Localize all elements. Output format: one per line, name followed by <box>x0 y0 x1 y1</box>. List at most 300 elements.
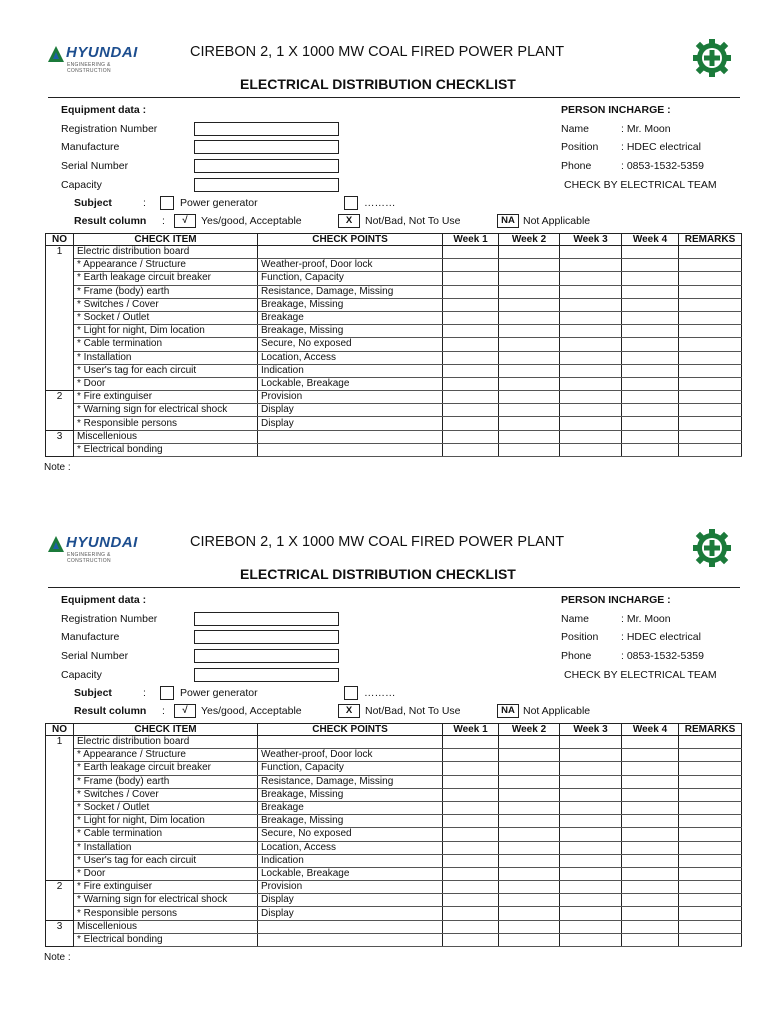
remarks-cell[interactable] <box>679 404 742 417</box>
check-item-cell: * Socket / Outlet <box>74 311 258 324</box>
week-4-cell[interactable] <box>622 338 679 351</box>
remarks-cell[interactable] <box>679 298 742 311</box>
row-number <box>46 907 74 920</box>
week-4-cell[interactable] <box>622 377 679 390</box>
check-point-cell: Secure, No exposed <box>258 338 443 351</box>
check-point-cell: Breakage <box>258 801 443 814</box>
week-3-cell[interactable] <box>560 298 622 311</box>
brand-subtitle: ENGINEERING & CONSTRUCTION <box>67 62 111 74</box>
check-item-cell: Miscellenious <box>74 920 258 933</box>
week-1-cell[interactable] <box>443 404 499 417</box>
remarks-cell[interactable] <box>679 854 742 867</box>
week-2-cell[interactable] <box>499 801 560 814</box>
week-4-cell[interactable] <box>622 815 679 828</box>
week-1-cell[interactable] <box>443 828 499 841</box>
capacity-field[interactable] <box>194 668 339 682</box>
week-1-cell[interactable] <box>443 841 499 854</box>
table-row <box>46 272 742 285</box>
col-header-check-item: CHECK ITEM <box>74 234 258 246</box>
week-3-cell[interactable] <box>560 311 622 324</box>
remarks-cell[interactable] <box>679 338 742 351</box>
check-point-cell <box>258 443 443 456</box>
table-row <box>46 417 742 430</box>
check-item-cell: * Switches / Cover <box>74 298 258 311</box>
week-1-cell[interactable] <box>443 775 499 788</box>
week-2-cell[interactable] <box>499 338 560 351</box>
week-4-cell[interactable] <box>622 272 679 285</box>
week-1-cell[interactable] <box>443 364 499 377</box>
check-point-cell: Display <box>258 417 443 430</box>
check-item-cell: * Installation <box>74 351 258 364</box>
na-legend: Not Applicable <box>523 215 591 227</box>
week-1-cell[interactable] <box>443 801 499 814</box>
week-3-cell[interactable] <box>560 749 622 762</box>
week-2-cell[interactable] <box>499 736 560 749</box>
week-1-cell[interactable] <box>443 736 499 749</box>
check-point-cell: Breakage, Missing <box>258 788 443 801</box>
week-3-cell[interactable] <box>560 881 622 894</box>
remarks-cell[interactable] <box>679 364 742 377</box>
check-item-cell: * Appearance / Structure <box>74 259 258 272</box>
week-1-cell[interactable] <box>443 325 499 338</box>
row-number: 3 <box>46 920 74 933</box>
check-item-cell: * Door <box>74 867 258 880</box>
check-point-cell: Lockable, Breakage <box>258 867 443 880</box>
week-4-cell[interactable] <box>622 325 679 338</box>
week-1-cell[interactable] <box>443 298 499 311</box>
week-1-cell[interactable] <box>443 377 499 390</box>
table-row <box>46 881 742 894</box>
col-header-week-2: Week 2 <box>499 724 560 736</box>
week-1-cell[interactable] <box>443 920 499 933</box>
week-2-cell[interactable] <box>499 867 560 880</box>
week-1-cell[interactable] <box>443 894 499 907</box>
week-2-cell[interactable] <box>499 762 560 775</box>
brand-name: HYUNDAI <box>66 534 138 551</box>
week-4-cell[interactable] <box>622 841 679 854</box>
row-number <box>46 272 74 285</box>
week-2-cell[interactable] <box>499 285 560 298</box>
name-label: Name <box>561 613 590 625</box>
remarks-cell[interactable] <box>679 443 742 456</box>
week-4-cell[interactable] <box>622 311 679 324</box>
week-2-cell[interactable] <box>499 749 560 762</box>
week-2-cell[interactable] <box>499 325 560 338</box>
no-mark: X <box>338 704 360 718</box>
week-1-cell[interactable] <box>443 272 499 285</box>
manufacture-field[interactable] <box>194 630 339 644</box>
checklist-table <box>45 723 742 947</box>
week-3-cell[interactable] <box>560 736 622 749</box>
table-row <box>46 246 742 259</box>
week-3-cell[interactable] <box>560 338 622 351</box>
team-label: CHECK BY ELECTRICAL TEAM <box>564 179 717 191</box>
col-header-week-2: Week 2 <box>499 234 560 246</box>
remarks-cell[interactable] <box>679 933 742 946</box>
row-number <box>46 788 74 801</box>
remarks-cell[interactable] <box>679 894 742 907</box>
week-4-cell[interactable] <box>622 854 679 867</box>
week-3-cell[interactable] <box>560 325 622 338</box>
week-3-cell[interactable] <box>560 867 622 880</box>
week-3-cell[interactable] <box>560 404 622 417</box>
remarks-cell[interactable] <box>679 285 742 298</box>
position-label: Position <box>561 631 599 643</box>
table-row <box>46 894 742 907</box>
remarks-cell[interactable] <box>679 907 742 920</box>
week-2-cell[interactable] <box>499 246 560 259</box>
plant-title: CIREBON 2, 1 X 1000 MW COAL FIRED POWER PLANT <box>190 44 565 60</box>
week-1-cell[interactable] <box>443 351 499 364</box>
check-item-cell: * Light for night, Dim location <box>74 815 258 828</box>
week-2-cell[interactable] <box>499 430 560 443</box>
week-4-cell[interactable] <box>622 920 679 933</box>
week-1-cell[interactable] <box>443 854 499 867</box>
serial-field[interactable] <box>194 649 339 663</box>
table-row <box>46 854 742 867</box>
week-2-cell[interactable] <box>499 443 560 456</box>
week-3-cell[interactable] <box>560 417 622 430</box>
registration-field[interactable] <box>194 122 339 136</box>
row-number <box>46 762 74 775</box>
week-2-cell[interactable] <box>499 364 560 377</box>
phone-label: Phone <box>561 650 592 662</box>
manufacture-field[interactable] <box>194 140 339 154</box>
row-number <box>46 841 74 854</box>
remarks-cell[interactable] <box>679 775 742 788</box>
note-label: Note : <box>44 952 71 963</box>
week-2-cell[interactable] <box>499 815 560 828</box>
remarks-cell[interactable] <box>679 762 742 775</box>
check-item-cell: * Socket / Outlet <box>74 801 258 814</box>
row-number <box>46 894 74 907</box>
week-2-cell[interactable] <box>499 854 560 867</box>
phone-label: Phone <box>561 160 592 172</box>
title-rule <box>48 97 740 98</box>
week-1-cell[interactable] <box>443 749 499 762</box>
col-header-check-item: CHECK ITEM <box>74 724 258 736</box>
team-label: CHECK BY ELECTRICAL TEAM <box>564 669 717 681</box>
week-2-cell[interactable] <box>499 298 560 311</box>
week-1-cell[interactable] <box>443 285 499 298</box>
table-row <box>46 325 742 338</box>
equipment-heading: Equipment data : <box>61 104 147 116</box>
other-subject-checkbox[interactable] <box>344 686 358 700</box>
row-number <box>46 933 74 946</box>
week-4-cell[interactable] <box>622 736 679 749</box>
check-point-cell: Display <box>258 907 443 920</box>
week-3-cell[interactable] <box>560 801 622 814</box>
week-4-cell[interactable] <box>622 867 679 880</box>
week-3-cell[interactable] <box>560 894 622 907</box>
registration-label: Registration Number <box>61 123 158 135</box>
remarks-cell[interactable] <box>679 272 742 285</box>
week-2-cell[interactable] <box>499 841 560 854</box>
row-number: 2 <box>46 881 74 894</box>
week-3-cell[interactable] <box>560 828 622 841</box>
check-point-cell <box>258 430 443 443</box>
check-point-cell: Secure, No exposed <box>258 828 443 841</box>
remarks-cell[interactable] <box>679 417 742 430</box>
week-3-cell[interactable] <box>560 246 622 259</box>
week-4-cell[interactable] <box>622 828 679 841</box>
row-number <box>46 775 74 788</box>
remarks-cell[interactable] <box>679 867 742 880</box>
week-1-cell[interactable] <box>443 246 499 259</box>
table-row <box>46 775 742 788</box>
week-1-cell[interactable] <box>443 788 499 801</box>
week-3-cell[interactable] <box>560 377 622 390</box>
week-3-cell[interactable] <box>560 854 622 867</box>
table-row <box>46 749 742 762</box>
hyundai-logo <box>48 532 148 564</box>
week-4-cell[interactable] <box>622 404 679 417</box>
remarks-cell[interactable] <box>679 736 742 749</box>
row-number: 2 <box>46 391 74 404</box>
week-1-cell[interactable] <box>443 762 499 775</box>
check-item-cell: * Earth leakage circuit breaker <box>74 762 258 775</box>
na-legend: Not Applicable <box>523 705 591 717</box>
week-2-cell[interactable] <box>499 828 560 841</box>
remarks-cell[interactable] <box>679 246 742 259</box>
week-2-cell[interactable] <box>499 259 560 272</box>
row-number <box>46 311 74 324</box>
col-header-remarks: REMARKS <box>679 724 742 736</box>
check-item-cell: * Switches / Cover <box>74 788 258 801</box>
table-row <box>46 338 742 351</box>
remarks-cell[interactable] <box>679 311 742 324</box>
remarks-cell[interactable] <box>679 828 742 841</box>
week-1-cell[interactable] <box>443 311 499 324</box>
check-item-cell: * Cable termination <box>74 828 258 841</box>
check-point-cell: Weather-proof, Door lock <box>258 749 443 762</box>
check-point-cell <box>258 246 443 259</box>
week-4-cell[interactable] <box>622 907 679 920</box>
no-mark: X <box>338 214 360 228</box>
week-1-cell[interactable] <box>443 430 499 443</box>
week-2-cell[interactable] <box>499 377 560 390</box>
week-3-cell[interactable] <box>560 920 622 933</box>
table-row <box>46 404 742 417</box>
week-1-cell[interactable] <box>443 907 499 920</box>
week-4-cell[interactable] <box>622 391 679 404</box>
row-number <box>46 259 74 272</box>
week-2-cell[interactable] <box>499 311 560 324</box>
week-1-cell[interactable] <box>443 881 499 894</box>
row-number <box>46 364 74 377</box>
checklist-sheet <box>0 532 768 1012</box>
table-row <box>46 933 742 946</box>
week-2-cell[interactable] <box>499 775 560 788</box>
table-header-row <box>46 724 742 736</box>
week-4-cell[interactable] <box>622 788 679 801</box>
remarks-cell[interactable] <box>679 920 742 933</box>
week-3-cell[interactable] <box>560 351 622 364</box>
week-1-cell[interactable] <box>443 391 499 404</box>
remarks-cell[interactable] <box>679 430 742 443</box>
table-row <box>46 311 742 324</box>
remarks-cell[interactable] <box>679 815 742 828</box>
registration-field[interactable] <box>194 612 339 626</box>
position-value: : HDEC electrical <box>621 141 701 153</box>
week-4-cell[interactable] <box>622 933 679 946</box>
week-2-cell[interactable] <box>499 272 560 285</box>
title-rule <box>48 587 740 588</box>
week-3-cell[interactable] <box>560 933 622 946</box>
serial-label: Serial Number <box>61 160 129 172</box>
week-2-cell[interactable] <box>499 391 560 404</box>
week-4-cell[interactable] <box>622 443 679 456</box>
result-colon: : <box>162 705 165 717</box>
subject-label: Subject <box>74 687 112 699</box>
registration-label: Registration Number <box>61 613 158 625</box>
week-3-cell[interactable] <box>560 907 622 920</box>
checklist-sheet <box>0 42 768 522</box>
table-row <box>46 801 742 814</box>
col-header-week-1: Week 1 <box>443 234 499 246</box>
capacity-label: Capacity <box>61 669 102 681</box>
week-2-cell[interactable] <box>499 788 560 801</box>
week-2-cell[interactable] <box>499 894 560 907</box>
check-point-cell: Location, Access <box>258 841 443 854</box>
capacity-field[interactable] <box>194 178 339 192</box>
week-2-cell[interactable] <box>499 417 560 430</box>
week-3-cell[interactable] <box>560 443 622 456</box>
row-number <box>46 417 74 430</box>
power-generator-checkbox[interactable] <box>160 196 174 210</box>
week-4-cell[interactable] <box>622 762 679 775</box>
week-2-cell[interactable] <box>499 351 560 364</box>
logo-mark-icon <box>48 536 64 552</box>
remarks-cell[interactable] <box>679 377 742 390</box>
week-3-cell[interactable] <box>560 775 622 788</box>
week-4-cell[interactable] <box>622 417 679 430</box>
week-4-cell[interactable] <box>622 430 679 443</box>
week-2-cell[interactable] <box>499 920 560 933</box>
week-3-cell[interactable] <box>560 259 622 272</box>
table-row <box>46 815 742 828</box>
week-4-cell[interactable] <box>622 298 679 311</box>
week-3-cell[interactable] <box>560 285 622 298</box>
check-item-cell: * Light for night, Dim location <box>74 325 258 338</box>
remarks-cell[interactable] <box>679 801 742 814</box>
row-number <box>46 854 74 867</box>
row-number <box>46 338 74 351</box>
subject-colon: : <box>143 687 146 699</box>
week-1-cell[interactable] <box>443 338 499 351</box>
hyundai-logo <box>48 42 148 74</box>
week-4-cell[interactable] <box>622 801 679 814</box>
week-1-cell[interactable] <box>443 417 499 430</box>
week-3-cell[interactable] <box>560 815 622 828</box>
week-1-cell[interactable] <box>443 867 499 880</box>
week-1-cell[interactable] <box>443 933 499 946</box>
row-number <box>46 404 74 417</box>
row-number: 3 <box>46 430 74 443</box>
remarks-cell[interactable] <box>679 749 742 762</box>
remarks-cell[interactable] <box>679 391 742 404</box>
remarks-cell[interactable] <box>679 841 742 854</box>
week-4-cell[interactable] <box>622 351 679 364</box>
row-number <box>46 285 74 298</box>
col-header-week-3: Week 3 <box>560 234 622 246</box>
position-label: Position <box>561 141 599 153</box>
week-4-cell[interactable] <box>622 364 679 377</box>
check-item-cell: * Frame (body) earth <box>74 285 258 298</box>
gear-cross-icon <box>692 38 732 78</box>
week-4-cell[interactable] <box>622 775 679 788</box>
checklist-table <box>45 233 742 457</box>
remarks-cell[interactable] <box>679 881 742 894</box>
week-4-cell[interactable] <box>622 894 679 907</box>
remarks-cell[interactable] <box>679 351 742 364</box>
remarks-cell[interactable] <box>679 325 742 338</box>
week-4-cell[interactable] <box>622 749 679 762</box>
week-1-cell[interactable] <box>443 443 499 456</box>
week-3-cell[interactable] <box>560 762 622 775</box>
check-point-cell: Function, Capacity <box>258 762 443 775</box>
capacity-label: Capacity <box>61 179 102 191</box>
row-number <box>46 828 74 841</box>
table-row <box>46 364 742 377</box>
col-header-week-4: Week 4 <box>622 724 679 736</box>
week-3-cell[interactable] <box>560 788 622 801</box>
serial-field[interactable] <box>194 159 339 173</box>
week-4-cell[interactable] <box>622 259 679 272</box>
serial-label: Serial Number <box>61 650 129 662</box>
power-generator-checkbox[interactable] <box>160 686 174 700</box>
table-row <box>46 430 742 443</box>
week-2-cell[interactable] <box>499 907 560 920</box>
result-column-label: Result column <box>74 215 147 227</box>
check-point-cell: Provision <box>258 881 443 894</box>
table-row <box>46 736 742 749</box>
week-3-cell[interactable] <box>560 364 622 377</box>
col-header-remarks: REMARKS <box>679 234 742 246</box>
check-point-cell: Resistance, Damage, Missing <box>258 285 443 298</box>
week-3-cell[interactable] <box>560 841 622 854</box>
week-2-cell[interactable] <box>499 933 560 946</box>
check-item-cell: Electric distribution board <box>74 246 258 259</box>
week-3-cell[interactable] <box>560 430 622 443</box>
check-item-cell: Electric distribution board <box>74 736 258 749</box>
week-1-cell[interactable] <box>443 815 499 828</box>
yes-legend: Yes/good, Acceptable <box>201 215 302 227</box>
week-1-cell[interactable] <box>443 259 499 272</box>
check-item-cell: * Electrical bonding <box>74 933 258 946</box>
col-header-check-points: CHECK POINTS <box>258 234 443 246</box>
week-2-cell[interactable] <box>499 404 560 417</box>
result-column-label: Result column <box>74 705 147 717</box>
week-3-cell[interactable] <box>560 272 622 285</box>
row-number <box>46 749 74 762</box>
table-row <box>46 351 742 364</box>
week-3-cell[interactable] <box>560 391 622 404</box>
table-row <box>46 828 742 841</box>
week-4-cell[interactable] <box>622 246 679 259</box>
week-4-cell[interactable] <box>622 285 679 298</box>
week-2-cell[interactable] <box>499 881 560 894</box>
yes-mark: √ <box>174 704 196 718</box>
row-number: 1 <box>46 736 74 749</box>
check-item-cell: * Electrical bonding <box>74 443 258 456</box>
other-subject-checkbox[interactable] <box>344 196 358 210</box>
table-row <box>46 841 742 854</box>
check-item-cell: * Installation <box>74 841 258 854</box>
week-4-cell[interactable] <box>622 881 679 894</box>
remarks-cell[interactable] <box>679 788 742 801</box>
remarks-cell[interactable] <box>679 259 742 272</box>
